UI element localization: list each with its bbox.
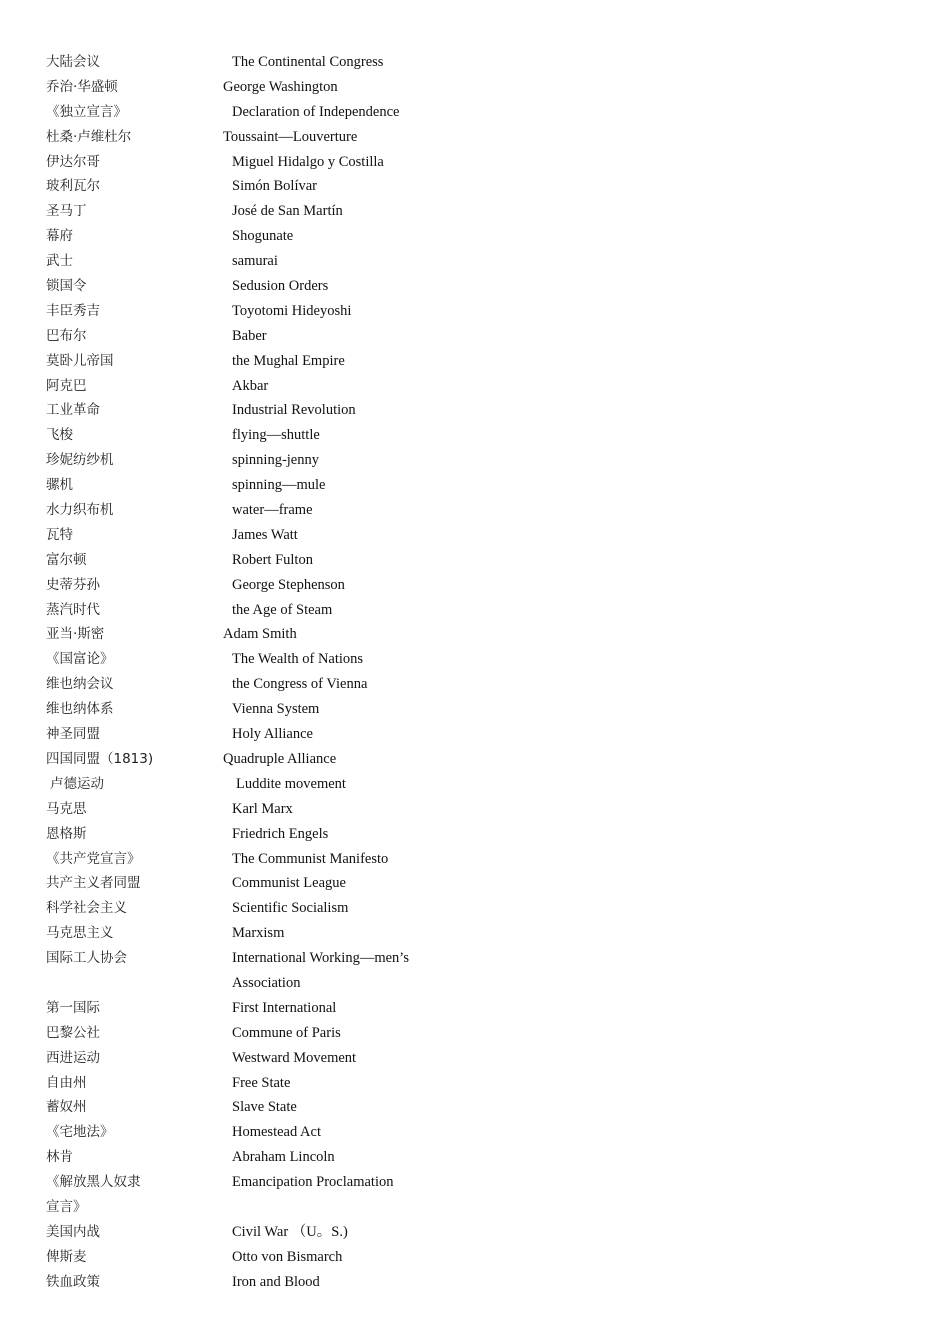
english-term: Baber — [232, 327, 267, 344]
glossary-row — [46, 50, 666, 75]
english-term: Scientific Socialism — [232, 900, 349, 917]
glossary-row — [46, 1071, 666, 1096]
chinese-term: 西进运动 — [46, 1049, 100, 1066]
chinese-term: 蒸汽时代 — [46, 601, 100, 618]
chinese-term: 巴布尔 — [46, 327, 87, 344]
chinese-term: 马克思 — [46, 800, 87, 817]
chinese-term: 卢德运动 — [50, 775, 104, 792]
english-term: spinning-jenny — [232, 452, 319, 469]
glossary-row — [46, 1170, 666, 1195]
chinese-term: 锁国令 — [46, 278, 87, 295]
glossary-row — [46, 946, 666, 971]
glossary-row — [46, 871, 666, 896]
english-term: Marxism — [232, 925, 285, 942]
chinese-term: 骡机 — [46, 477, 73, 494]
english-term: International Working—men’s — [232, 950, 409, 967]
english-term: Friedrich Engels — [232, 825, 329, 842]
glossary-row — [46, 324, 666, 349]
english-term: Simón Bolívar — [232, 178, 317, 195]
chinese-term: 史蒂芬孙 — [46, 576, 100, 593]
glossary-row — [46, 1245, 666, 1270]
english-term: Communist League — [232, 875, 346, 892]
english-term: Declaration of Independence — [232, 103, 400, 120]
glossary-row — [46, 747, 666, 772]
english-term: Shogunate — [232, 228, 294, 245]
glossary-row — [46, 847, 666, 872]
english-term: Iron and Blood — [232, 1273, 320, 1290]
glossary-row — [46, 622, 666, 647]
chinese-term: 阿克巴 — [46, 377, 87, 394]
glossary-row — [46, 299, 666, 324]
english-term: water—frame — [232, 502, 313, 519]
glossary-row — [46, 100, 666, 125]
glossary-row — [46, 523, 666, 548]
glossary-row — [46, 647, 666, 672]
chinese-term: 《共产党宣言》 — [46, 850, 141, 867]
english-term: Commune of Paris — [232, 1024, 341, 1041]
glossary-row — [46, 1195, 666, 1220]
chinese-term: 圣马丁 — [46, 203, 87, 220]
glossary-row — [46, 971, 666, 996]
glossary-row — [46, 498, 666, 523]
glossary-row — [46, 1046, 666, 1071]
english-term: Homestead Act — [232, 1124, 321, 1141]
english-term: the Mughal Empire — [232, 352, 345, 369]
english-term: Otto von Bismarch — [232, 1248, 343, 1265]
chinese-term: 铁血政策 — [46, 1273, 100, 1290]
chinese-term: 玻利瓦尔 — [46, 178, 100, 195]
chinese-term: 马克思主义 — [46, 925, 114, 942]
glossary-row — [46, 349, 666, 374]
chinese-term: 幕府 — [46, 228, 73, 245]
glossary-row — [46, 448, 666, 473]
english-term: Miguel Hidalgo y Costilla — [232, 153, 384, 170]
english-term: Holy Alliance — [232, 726, 313, 743]
english-term: Free State — [232, 1074, 291, 1091]
glossary-row — [46, 672, 666, 697]
english-term: Robert Fulton — [232, 551, 313, 568]
english-term: Toyotomi Hideyoshi — [232, 302, 352, 319]
glossary-row — [46, 174, 666, 199]
english-term: First International — [232, 999, 337, 1016]
chinese-term: 《国富论》 — [46, 651, 114, 668]
english-term: Toussaint—Louverture — [223, 128, 358, 145]
english-term: spinning—mule — [232, 477, 326, 494]
chinese-term: 珍妮纺纱机 — [46, 452, 114, 469]
chinese-term: 工业革命 — [46, 402, 100, 419]
english-term: Quadruple Alliance — [223, 750, 337, 767]
english-term: Slave State — [232, 1099, 297, 1116]
english-term: Adam Smith — [223, 626, 297, 643]
glossary-row — [46, 1120, 666, 1145]
chinese-term: 《宅地法》 — [46, 1124, 114, 1141]
glossary-row — [46, 423, 666, 448]
chinese-term: 水力织布机 — [46, 502, 114, 519]
english-term: Westward Movement — [232, 1049, 357, 1066]
english-term: The Wealth of Nations — [232, 651, 364, 668]
english-term: Emancipation Proclamation — [232, 1174, 394, 1191]
glossary-row — [46, 1021, 666, 1046]
chinese-term: 林肯 — [46, 1149, 73, 1166]
english-term: George Washington — [223, 78, 338, 95]
chinese-term: 科学社会主义 — [46, 900, 127, 917]
chinese-term: 神圣同盟 — [46, 726, 100, 743]
chinese-term: 伊达尔哥 — [46, 153, 100, 170]
english-term: Civil War （U。S.) — [232, 1223, 348, 1240]
chinese-term: 维也纳会议 — [46, 676, 114, 693]
glossary-row — [46, 199, 666, 224]
chinese-term: 乔治·华盛顿 — [46, 78, 118, 95]
chinese-term: 蓄奴州 — [46, 1099, 87, 1116]
chinese-term: 莫卧儿帝国 — [46, 352, 114, 369]
chinese-term: 飞梭 — [46, 427, 73, 444]
glossary-row — [46, 150, 666, 175]
glossary-row — [46, 224, 666, 249]
chinese-term: 共产主义者同盟 — [46, 875, 141, 892]
glossary-row — [46, 722, 666, 747]
chinese-term: 国际工人协会 — [46, 950, 127, 967]
glossary-row — [46, 996, 666, 1021]
chinese-term: 巴黎公社 — [46, 1024, 100, 1041]
chinese-term: 杜桑·卢维杜尔 — [46, 128, 132, 145]
english-term: Karl Marx — [232, 800, 293, 817]
glossary-row — [46, 473, 666, 498]
chinese-term: 第一国际 — [46, 999, 100, 1016]
chinese-term: 恩格斯 — [46, 825, 87, 842]
chinese-term: 维也纳体系 — [46, 701, 114, 718]
glossary-row — [46, 249, 666, 274]
glossary-row — [46, 1270, 666, 1295]
glossary-row — [46, 598, 666, 623]
glossary-row — [46, 75, 666, 100]
chinese-term: 富尔顿 — [46, 551, 87, 568]
glossary-row — [46, 1220, 666, 1245]
glossary-row — [46, 921, 666, 946]
chinese-term: 美国内战 — [46, 1223, 100, 1240]
glossary-list — [46, 50, 666, 1295]
english-term: James Watt — [232, 526, 298, 543]
english-term: flying—shuttle — [232, 427, 320, 444]
glossary-row — [46, 896, 666, 921]
english-term: Sedusion Orders — [232, 278, 329, 295]
glossary-row — [46, 374, 666, 399]
english-term: Luddite movement — [236, 775, 346, 792]
english-term: Akbar — [232, 377, 269, 394]
chinese-term: 四国同盟（1813) — [46, 750, 154, 767]
glossary-row — [46, 822, 666, 847]
english-term: José de San Martín — [232, 203, 343, 220]
chinese-term: 丰臣秀吉 — [46, 302, 100, 319]
chinese-term: 大陆会议 — [46, 54, 100, 70]
glossary-row — [46, 697, 666, 722]
glossary-row — [46, 398, 666, 423]
chinese-term: 宣言》 — [46, 1198, 87, 1215]
glossary-row — [46, 797, 666, 822]
chinese-term: 瓦特 — [46, 526, 73, 543]
glossary-row — [46, 1095, 666, 1120]
glossary-row — [46, 125, 666, 150]
glossary-row — [46, 548, 666, 573]
english-term: Abraham Lincoln — [232, 1149, 335, 1166]
english-term: George Stephenson — [232, 576, 345, 593]
glossary-row — [46, 573, 666, 598]
chinese-term: 亚当·斯密 — [46, 626, 105, 643]
english-term: samurai — [232, 253, 278, 270]
english-term: Industrial Revolution — [232, 402, 356, 419]
english-term: Vienna System — [232, 701, 320, 718]
chinese-term: 《独立宣言》 — [46, 103, 127, 120]
english-term: the Age of Steam — [232, 601, 333, 618]
english-term: Association — [232, 974, 301, 991]
chinese-term: 俾斯麦 — [46, 1248, 87, 1265]
glossary-row — [46, 274, 666, 299]
chinese-term: 《解放黑人奴隶 — [46, 1174, 141, 1191]
glossary-row — [46, 1145, 666, 1170]
chinese-term: 自由州 — [46, 1074, 87, 1091]
english-term: The Communist Manifesto — [232, 850, 389, 867]
english-term: the Congress of Vienna — [232, 676, 368, 693]
glossary-row — [46, 772, 666, 797]
chinese-term: 武士 — [46, 253, 73, 270]
english-term: The Continental Congress — [232, 54, 384, 70]
